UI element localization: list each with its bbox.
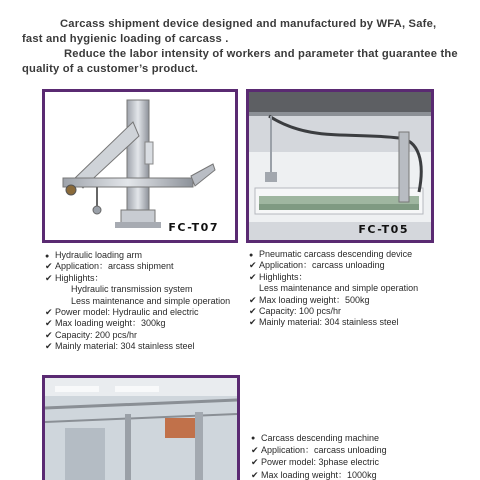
spec-power: ✔ Power model: 3phase electric xyxy=(251,457,380,468)
pneumatic-device-illustration xyxy=(249,92,431,240)
intro-line-4: quality of a customer’s product. xyxy=(22,63,199,75)
spec-title: ● Hydraulic loading arm xyxy=(45,250,230,261)
checkmark-icon: ✔ xyxy=(45,329,53,340)
checkmark-icon: ✔ xyxy=(251,445,259,456)
spec-highlights: ✔ Highlights： xyxy=(249,271,308,282)
intro-line-3: Reduce the labor intensity of workers and parameter that guarantee the xyxy=(64,48,458,60)
hydraulic-arm-illustration xyxy=(45,92,235,240)
product-photo-hydraulic-arm xyxy=(42,89,238,243)
checkmark-icon: ✔ xyxy=(249,317,257,328)
spec-material: ✔ Mainly material: 304 stainless steel xyxy=(249,317,399,328)
checkmark-icon: ✔ xyxy=(251,469,259,480)
spec-capacity: ✔ Capacity: 100 pcs/hr xyxy=(249,306,342,317)
checkmark-icon: ✔ xyxy=(249,271,257,282)
spec-application: ✔ Application：arcass shipment xyxy=(45,261,174,272)
checkmark-icon: ✔ xyxy=(45,261,53,272)
intro-line-2: fast and hygienic loading of carcass . xyxy=(22,33,229,45)
spec-material: ✔ Mainly material: 304 stainless steel xyxy=(45,341,195,352)
checkmark-icon: ✔ xyxy=(249,294,257,305)
spec-application: ✔ Application：carcass unloading xyxy=(249,260,385,271)
checkmark-icon: ✔ xyxy=(249,260,257,271)
spec-list-descending-machine xyxy=(251,432,387,480)
spec-max-weight: ✔ Max loading weight：500kg xyxy=(249,294,370,305)
product-photo-descending-machine xyxy=(42,375,240,480)
spec-application: ✔ Application：carcass unloading xyxy=(251,445,387,456)
intro-text xyxy=(22,17,462,77)
spec-highlights: ✔ Highlights： xyxy=(45,272,104,283)
black-circle-icon: ● xyxy=(249,252,254,259)
checkmark-icon: ✔ xyxy=(251,457,259,468)
spec-capacity: ✔ Capacity: 200 pcs/hr xyxy=(45,329,138,340)
spec-highlight-item: Hydraulic transmission system xyxy=(71,284,193,295)
spec-highlight-item: Less maintenance and simple operation xyxy=(71,295,231,306)
checkmark-icon: ✔ xyxy=(45,307,53,318)
spec-highlight-item: Less maintenance and simple operation xyxy=(259,283,419,294)
spec-list-pneumatic-device xyxy=(249,249,418,329)
checkmark-icon: ✔ xyxy=(45,318,53,329)
product-photo-pneumatic-device xyxy=(246,89,434,243)
spec-max-weight: ✔ Max loading weight：300kg xyxy=(45,318,166,329)
black-circle-icon: ● xyxy=(251,435,256,442)
spec-power: ✔ Power model: Hydraulic and electric xyxy=(45,307,199,318)
spec-max-weight: ✔ Max loading weight：1000kg xyxy=(251,469,377,480)
black-circle-icon: ● xyxy=(45,253,50,260)
spec-title: ● Carcass descending machine xyxy=(251,432,387,444)
intro-line-1: Carcass shipment device designed and manufactured by WFA, Safe, xyxy=(60,18,437,30)
checkmark-icon: ✔ xyxy=(45,272,53,283)
spec-title: ● Pneumatic carcass descending device xyxy=(249,249,418,260)
spec-list-hydraulic-arm xyxy=(45,250,230,353)
model-label: FC-T05 xyxy=(358,223,409,236)
checkmark-icon: ✔ xyxy=(249,306,257,317)
descending-machine-illustration xyxy=(45,378,237,480)
checkmark-icon: ✔ xyxy=(45,341,53,352)
model-label: FC-T07 xyxy=(168,221,219,234)
